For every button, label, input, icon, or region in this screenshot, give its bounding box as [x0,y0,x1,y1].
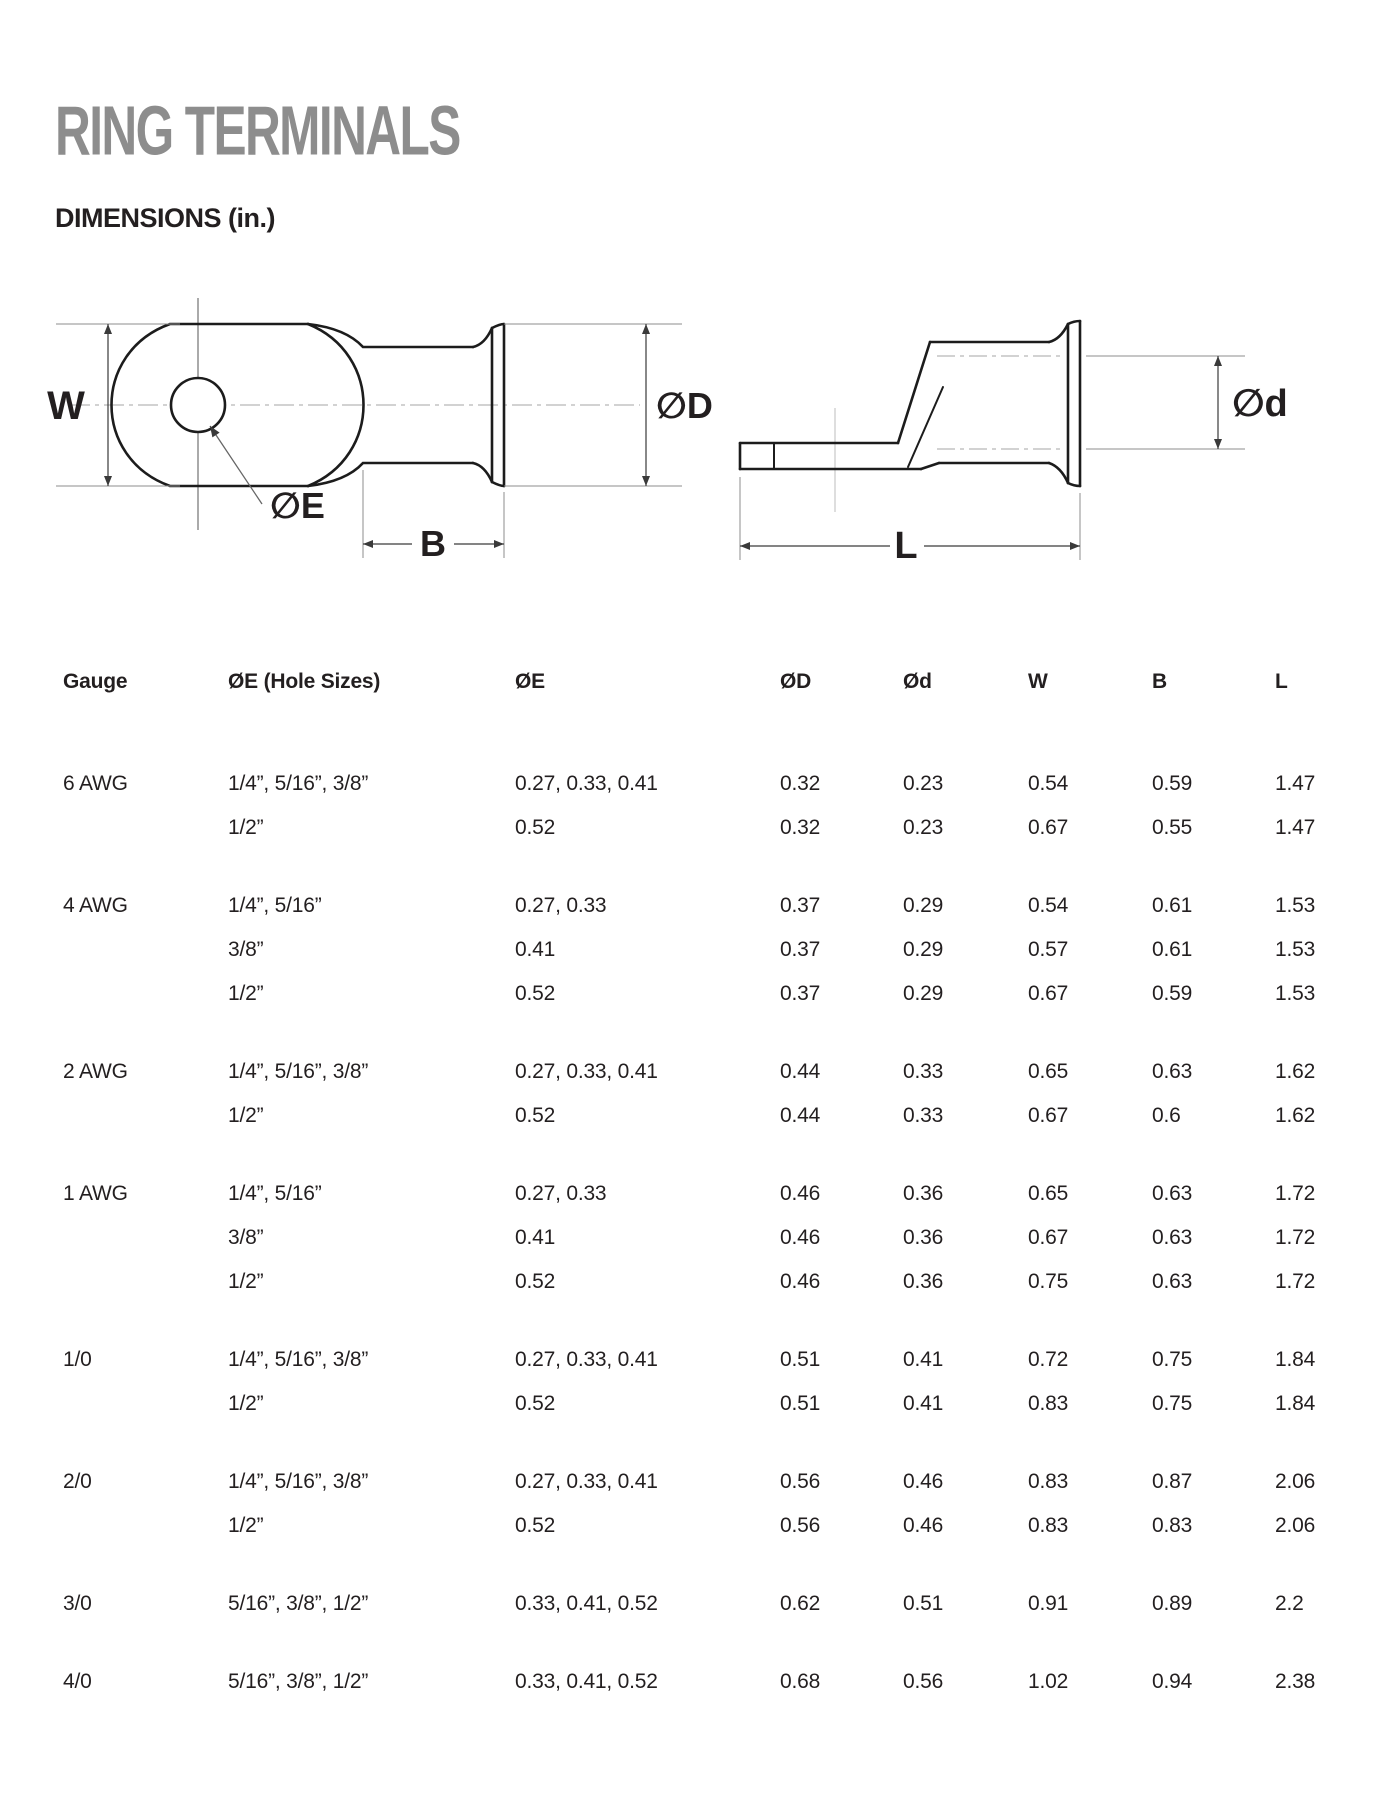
value-cell: 0.52 [515,816,556,839]
table-row [63,928,1373,972]
column-header: ØE [515,670,545,693]
value-cell: 1.62 [1275,1104,1316,1127]
table-row [63,1504,1373,1548]
column-header: ØE (Hole Sizes) [228,670,381,693]
side-view-drawing [740,321,1288,567]
value-cell: 5/16”, 3/8”, 1/2” [228,1592,369,1615]
gauge-group [63,1050,1373,1138]
value-cell: 0.52 [515,1514,556,1537]
terminal-dimension-drawings [40,260,1360,570]
table-row [63,1216,1373,1260]
value-cell: 0.62 [780,1592,821,1615]
value-cell: 1.53 [1275,894,1316,917]
value-cell: 0.33, 0.41, 0.52 [515,1670,658,1693]
column-header: Ød [903,670,932,693]
gauge-cell: 2/0 [63,1470,92,1493]
value-cell: 0.33 [903,1104,944,1127]
value-cell: 0.56 [780,1514,821,1537]
gauge-cell: 4 AWG [63,894,128,917]
value-cell: 1/4”, 5/16” [228,894,322,917]
value-cell: 0.41 [515,938,556,961]
value-cell: 2.06 [1275,1470,1316,1493]
value-cell: 1.53 [1275,938,1316,961]
value-cell: 1/2” [228,1270,264,1293]
value-cell: 0.27, 0.33 [515,894,607,917]
value-cell: 0.55 [1152,816,1193,839]
value-cell: 0.94 [1152,1670,1193,1693]
value-cell: 0.91 [1028,1592,1069,1615]
value-cell: 0.61 [1152,938,1193,961]
value-cell: 1/4”, 5/16”, 3/8” [228,1470,369,1493]
value-cell: 0.46 [780,1182,821,1205]
value-cell: 0.44 [780,1060,821,1083]
value-cell: 0.65 [1028,1182,1069,1205]
value-cell: 0.54 [1028,894,1069,917]
value-cell: 2.38 [1275,1670,1316,1693]
value-cell: 0.41 [903,1348,944,1371]
value-cell: 0.52 [515,1270,556,1293]
page-title: RING TERMINALS [55,93,460,171]
gauge-group [63,762,1373,850]
dim-label-w: W [47,384,85,428]
value-cell: 0.52 [515,982,556,1005]
dimensions-table [63,670,1373,1704]
value-cell: 2.06 [1275,1514,1316,1537]
value-cell: 0.37 [780,894,821,917]
section-heading: DIMENSIONS (in.) [55,203,275,233]
value-cell: 0.33 [903,1060,944,1083]
value-cell: 1.84 [1275,1348,1316,1371]
value-cell: 0.67 [1028,982,1069,1005]
value-cell: 0.27, 0.33, 0.41 [515,772,658,795]
value-cell: 1.47 [1275,816,1316,839]
value-cell: 0.44 [780,1104,821,1127]
value-cell: 3/8” [228,938,264,961]
value-cell: 0.72 [1028,1348,1069,1371]
value-cell: 1/4”, 5/16”, 3/8” [228,772,369,795]
gauge-group [63,1460,1373,1548]
value-cell: 0.87 [1152,1470,1193,1493]
value-cell: 0.37 [780,982,821,1005]
table-row [63,1050,1373,1094]
table-row [63,1382,1373,1426]
table-row [63,1094,1373,1138]
value-cell: 0.46 [903,1514,944,1537]
value-cell: 0.32 [780,772,821,795]
value-cell: 0.59 [1152,772,1193,795]
gauge-group [63,1582,1373,1626]
value-cell: 0.67 [1028,816,1069,839]
value-cell: 0.56 [903,1670,944,1693]
value-cell: 0.63 [1152,1060,1193,1083]
value-cell: 0.61 [1152,894,1193,917]
value-cell: 0.29 [903,982,944,1005]
value-cell: 1/4”, 5/16”, 3/8” [228,1060,369,1083]
value-cell: 0.65 [1028,1060,1069,1083]
value-cell: 0.27, 0.33, 0.41 [515,1348,658,1371]
value-cell: 0.83 [1028,1392,1069,1415]
value-cell: 0.57 [1028,938,1069,961]
gauge-group [63,1172,1373,1304]
gauge-cell: 6 AWG [63,772,128,795]
value-cell: 0.46 [903,1470,944,1493]
dim-label-b: B [420,523,446,564]
value-cell: 0.67 [1028,1104,1069,1127]
value-cell: 3/8” [228,1226,264,1249]
value-cell: 2.2 [1275,1592,1304,1615]
value-cell: 0.51 [903,1592,944,1615]
value-cell: 0.27, 0.33, 0.41 [515,1470,658,1493]
gauge-cell: 1 AWG [63,1182,128,1205]
value-cell: 1.62 [1275,1060,1316,1083]
value-cell: 0.27, 0.33 [515,1182,607,1205]
value-cell: 0.83 [1028,1470,1069,1493]
value-cell: 0.41 [515,1226,556,1249]
table-row [63,1460,1373,1504]
table-row [63,1660,1373,1704]
column-header: W [1028,670,1048,693]
value-cell: 0.33, 0.41, 0.52 [515,1592,658,1615]
value-cell: 5/16”, 3/8”, 1/2” [228,1670,369,1693]
value-cell: 1.53 [1275,982,1316,1005]
dim-label-d-inner: ∅d [1232,383,1288,425]
gauge-cell: 4/0 [63,1670,92,1693]
value-cell: 1/2” [228,1104,264,1127]
value-cell: 1.02 [1028,1670,1069,1693]
value-cell: 1/4”, 5/16” [228,1182,322,1205]
column-header: B [1152,670,1167,693]
table-row [63,762,1373,806]
value-cell: 0.63 [1152,1226,1193,1249]
value-cell: 0.29 [903,938,944,961]
value-cell: 0.67 [1028,1226,1069,1249]
value-cell: 0.89 [1152,1592,1193,1615]
value-cell: 1/4”, 5/16”, 3/8” [228,1348,369,1371]
value-cell: 1.72 [1275,1182,1316,1205]
dim-label-l: L [894,525,918,567]
column-header: L [1275,670,1288,693]
value-cell: 0.23 [903,772,944,795]
value-cell: 0.56 [780,1470,821,1493]
table-row [63,806,1373,850]
gauge-cell: 3/0 [63,1592,92,1615]
value-cell: 0.75 [1028,1270,1069,1293]
value-cell: 0.52 [515,1392,556,1415]
gauge-group [63,1660,1373,1704]
value-cell: 0.46 [780,1270,821,1293]
value-cell: 0.54 [1028,772,1069,795]
value-cell: 0.6 [1152,1104,1181,1127]
value-cell: 0.37 [780,938,821,961]
value-cell: 0.63 [1152,1270,1193,1293]
value-cell: 0.36 [903,1270,944,1293]
value-cell: 1.47 [1275,772,1316,795]
oe-leader-line [210,426,262,504]
dim-label-e: ∅E [270,485,325,526]
value-cell: 0.52 [515,1104,556,1127]
table-row [63,884,1373,928]
value-cell: 0.59 [1152,982,1193,1005]
value-cell: 1/2” [228,816,264,839]
value-cell: 0.32 [780,816,821,839]
value-cell: 1/2” [228,1392,264,1415]
table-row [63,1338,1373,1382]
value-cell: 0.46 [780,1226,821,1249]
table-row [63,972,1373,1016]
front-view-drawing [47,298,713,564]
gauge-cell: 1/0 [63,1348,92,1371]
value-cell: 1/2” [228,982,264,1005]
table-row [63,1260,1373,1304]
table-header-row [63,670,1373,694]
value-cell: 0.36 [903,1226,944,1249]
table-row [63,1582,1373,1626]
value-cell: 0.83 [1028,1514,1069,1537]
value-cell: 0.75 [1152,1348,1193,1371]
value-cell: 0.27, 0.33, 0.41 [515,1060,658,1083]
value-cell: 0.41 [903,1392,944,1415]
value-cell: 1.72 [1275,1226,1316,1249]
gauge-cell: 2 AWG [63,1060,128,1083]
value-cell: 0.75 [1152,1392,1193,1415]
od-inner-extension-lines [1086,356,1245,449]
value-cell: 0.23 [903,816,944,839]
table-row [63,1172,1373,1216]
value-cell: 0.36 [903,1182,944,1205]
value-cell: 0.68 [780,1670,821,1693]
value-cell: 0.51 [780,1392,821,1415]
dim-label-d-outer: ∅D [656,385,713,426]
value-cell: 0.51 [780,1348,821,1371]
value-cell: 0.29 [903,894,944,917]
bore-centerlines [937,356,1064,449]
value-cell: 1/2” [228,1514,264,1537]
value-cell: 1.84 [1275,1392,1316,1415]
gauge-group [63,884,1373,1016]
value-cell: 0.63 [1152,1182,1193,1205]
column-header: ØD [780,670,812,693]
value-cell: 0.83 [1152,1514,1193,1537]
gauge-group [63,1338,1373,1426]
value-cell: 1.72 [1275,1270,1316,1293]
column-header: Gauge [63,670,128,693]
